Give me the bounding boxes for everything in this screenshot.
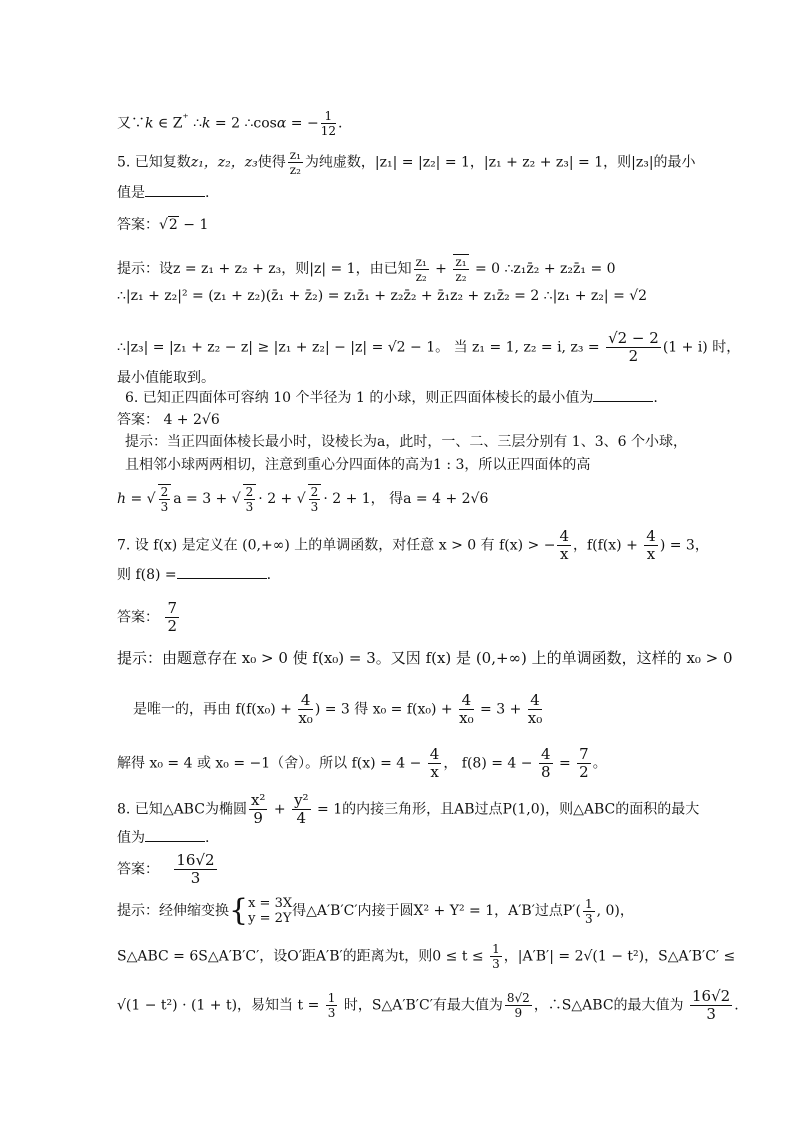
numerator: 2: [245, 485, 254, 499]
text: 5. 已知复数: [117, 154, 191, 171]
numerator: 4: [429, 745, 440, 763]
fraction: [308, 484, 322, 514]
answer-blank: [145, 829, 205, 842]
numerator: 8√2: [506, 991, 530, 1005]
answer-fraction: [174, 852, 216, 887]
text: ∴|z₁ + z₂|² = (z₁ + z₂)(z̄₁ + z̄₂) = z₁z̄₁ + z₂z̄₂ + z̄₁z₂ + z₁z̄₂ = 2 ∴|z₁ + z₂| = √2: [117, 288, 648, 304]
q5-hint-line3: [117, 330, 740, 365]
q6-hint-line1: [125, 432, 687, 452]
fraction: [298, 692, 312, 727]
text: 又∵: [117, 115, 145, 132]
system-eq-1: x = 3X: [248, 896, 293, 911]
fraction: [414, 255, 429, 284]
denominator: x: [646, 545, 656, 563]
text: (1 + i) 时，: [662, 339, 741, 356]
text: = 3 +: [475, 701, 526, 718]
fraction: [158, 484, 172, 514]
text: , 0)，: [596, 903, 634, 919]
denominator: 3: [190, 869, 201, 887]
denominator: 3: [160, 500, 169, 514]
fraction: [539, 746, 553, 781]
numerator: 7: [579, 745, 589, 763]
text: 是唯一的，再由 f(f(x₀) +: [133, 701, 297, 718]
text: +: [269, 801, 291, 818]
denominator: x₀: [527, 709, 543, 727]
denominator: 3: [310, 500, 319, 514]
q7-question-line2: [117, 565, 271, 585]
denominator: 4: [296, 809, 307, 827]
fraction: [606, 330, 661, 365]
denominator: x₀: [298, 709, 313, 727]
q8-hint-line1: 提示：经伸缩变换{ x = 3X y = 2Y 得△A′B′C′内接于圆X² + Y² = 1，A′B′过点P′( $\frac{1}{3}$ , 0)，: [117, 893, 634, 928]
numerator: 16√2: [692, 987, 731, 1005]
denominator: 9: [253, 809, 263, 827]
answer-blank: [593, 389, 653, 402]
q7-answer: [117, 600, 181, 635]
text: 6. 已知正四面体可容纳 10 个半径为 1 的小球，则正四面体棱长的最小值为: [125, 390, 594, 406]
fraction: [505, 991, 532, 1020]
denominator: 3: [492, 957, 500, 971]
text: ，f(f(x) +: [572, 537, 643, 554]
answer-fraction: [165, 600, 179, 635]
text: ∴|z₃| = |z₁ + z₂ − z| ≥ |z₁ + z₂| − |z| = √2 − 1。 当 z₁ = 1, z₂ = i, z₃ =: [117, 339, 605, 356]
text: 值为: [117, 830, 145, 846]
fraction-conjugate: [453, 254, 468, 284]
numerator: 2: [310, 485, 319, 499]
denominator: x₀: [459, 709, 474, 727]
text: − 1: [178, 217, 209, 233]
fraction: [428, 746, 442, 781]
text: · 2 +: [258, 491, 297, 507]
text: 使得: [257, 154, 286, 171]
text: ) = 3，: [659, 537, 709, 554]
numerator: z₁: [455, 255, 467, 269]
numerator: 4: [298, 692, 312, 710]
denominator: 2: [628, 347, 639, 365]
fraction: [459, 692, 473, 727]
fraction: [490, 942, 502, 971]
numerator: 4: [646, 527, 656, 545]
text: 则 f(8) =: [117, 567, 177, 583]
numerator: 1: [327, 991, 336, 1005]
q6-answer: [117, 410, 220, 430]
answer-blank: [145, 184, 205, 197]
q7-hint-line2: [133, 692, 544, 727]
denominator: z₂: [289, 163, 301, 177]
fraction: [583, 897, 595, 926]
numerator: 2: [160, 485, 169, 499]
numerator: 4: [459, 692, 473, 710]
text: 为纯虚数，|z₁| = |z₂| = 1，|z₁ + z₂ + z₃| = 1，则|z₃|的最小: [304, 154, 696, 171]
text: .: [653, 390, 658, 406]
denominator: 3: [327, 1006, 336, 1020]
q5-hint-line2: [117, 286, 647, 306]
text: .: [337, 115, 343, 132]
text: 。: [592, 755, 607, 772]
q5-question-line2: [117, 183, 209, 203]
q8-hint-line2: [117, 942, 735, 971]
answer-label: 答案：: [117, 412, 159, 428]
denominator: 9: [514, 1006, 523, 1020]
denominator: x: [430, 763, 439, 781]
numerator: 7: [167, 599, 177, 617]
text: 7. 设 f(x) 是定义在 (0,+∞) 上的单调函数，对任意 x > 0 有 f(x) > −: [117, 537, 556, 554]
denominator: 2: [167, 617, 177, 635]
numerator: z₁: [415, 254, 427, 269]
text: = 2 ∴cos: [210, 115, 277, 132]
q8-question-line2: [117, 828, 209, 848]
numerator: 1: [584, 896, 593, 911]
transform-system: [248, 896, 292, 926]
answer-label: 答案：: [117, 609, 159, 626]
text: =: [554, 755, 576, 772]
text: 提示：当正四面体棱长最小时，设棱长为a，此时，一、二、三层分别有 1、3、6 个小球，: [125, 434, 687, 450]
fraction: [288, 148, 303, 177]
text: ∈ Z: [153, 115, 183, 132]
text: 值是: [117, 185, 145, 201]
text: S△ABC = 6S△A′B′C′，设O′距A′B′的距离为t，则0 ≤ t ≤: [117, 948, 489, 965]
numerator: 1: [492, 942, 500, 956]
text: α: [276, 115, 287, 132]
fraction: [690, 988, 732, 1023]
text: 最小值能取到。: [117, 370, 215, 386]
q5-hint-line4: [117, 368, 215, 388]
denominator: 3: [245, 500, 254, 514]
q6-hint-line3: h = √ $\frac{2}{3}$ a = 3 + √ $\frac{2}{3}$ · 2 + √ $\frac{2}{3}$ · 2 + 1， 得a = 4 + 2√6: [117, 485, 489, 514]
denominator: 8: [540, 763, 551, 781]
text: .: [205, 830, 210, 846]
denominator: 3: [584, 911, 593, 926]
q6-hint-line2: [125, 455, 590, 475]
text: = 1的内接三角形，且AB过点P(1,0)，则△ABC的面积的最大: [312, 801, 700, 818]
numerator: z₁: [289, 148, 301, 162]
denominator: 3: [706, 1005, 716, 1023]
text: = −: [286, 115, 319, 132]
q8-hint-line3: [117, 988, 739, 1023]
denominator: z₂: [415, 269, 427, 284]
radicand: 2: [168, 217, 178, 233]
numerator: x²: [250, 791, 266, 809]
text: 得△A′B′C′内接于圆X² + Y² = 1，A′B′过点P′(: [292, 903, 581, 919]
denominator: 12: [320, 124, 336, 139]
text: 解得 x₀ = 4 或 x₀ = −1（舍）。所以 f(x) = 4 −: [117, 755, 426, 772]
text: k: [202, 115, 211, 132]
fraction: [644, 528, 658, 563]
numerator: √2 − 2: [608, 329, 659, 347]
numerator: 4: [540, 745, 551, 763]
text: +: [430, 261, 452, 277]
numerator: 1: [321, 109, 336, 124]
text: k: [145, 115, 154, 132]
text: .: [734, 997, 739, 1014]
text: 提示：由题意存在 x₀ > 0 使 f(x₀) = 3。又因 f(x) 是 (0,+∞) 上的单调函数，这样的 x₀ > 0: [117, 649, 733, 667]
text: = 0 ∴z₁z̄₂ + z₂z̄₁ = 0: [470, 261, 616, 277]
text: ∴: [188, 115, 202, 132]
text: ， f(8) = 4 −: [443, 755, 537, 772]
text: z₁，z₂，z₃: [190, 154, 258, 171]
fraction: [326, 991, 338, 1020]
text: √(1 − t²) · (1 + t)，易知当 t =: [117, 997, 324, 1014]
text: .: [205, 185, 210, 201]
text: 提示：设z = z₁ + z₂ + z₃，则|z| = 1，由已知: [117, 261, 412, 277]
numerator: 4: [559, 527, 569, 545]
q7-hint-line3: [117, 746, 607, 781]
fraction: [321, 109, 336, 138]
q7-hint-line1: [117, 648, 733, 668]
text: 提示：经伸缩变换: [117, 903, 229, 919]
q5-hint-line1: [117, 254, 616, 284]
q8-question-line1: [117, 792, 699, 827]
text: h =: [117, 491, 147, 507]
text: ) = 3 得 x₀ = f(x₀) +: [314, 701, 458, 718]
q5-answer: 答案：√2 − 1: [117, 217, 209, 233]
text: 8. 已知△ABC为椭圆: [117, 801, 247, 818]
numerator: 4: [528, 692, 542, 710]
text: ⁺: [182, 111, 189, 125]
text: a = 3 +: [173, 491, 232, 507]
denominator: x: [559, 545, 569, 563]
text: .: [266, 567, 272, 583]
top-line: [117, 108, 342, 138]
q6-question: [125, 388, 658, 408]
answer-blank: [177, 566, 267, 579]
answer-label: 答案：: [117, 861, 159, 878]
text: · 2 + 1， 得a = 4 + 2√6: [323, 491, 489, 507]
fraction: [243, 484, 257, 514]
numerator: y²: [294, 791, 309, 809]
denominator: 2: [579, 763, 589, 781]
system-eq-2: y = 2Y: [248, 911, 292, 926]
text: 且相邻小球两两相切，注意到重心分四面体的高为1 : 3，所以正四面体的高: [125, 457, 591, 473]
numerator: 16√2: [176, 851, 215, 869]
fraction: [528, 692, 542, 727]
fraction: [292, 792, 311, 827]
fraction: [577, 746, 591, 781]
text: ，|A′B′| = 2√(1 − t²)，S△A′B′C′ ≤: [503, 948, 736, 965]
q5-question-line1: [117, 148, 696, 177]
answer-value: 4 + 2√6: [163, 412, 220, 428]
text: ，∴S△ABC的最大值为: [533, 997, 688, 1014]
answer-label: 答案：: [117, 217, 159, 233]
fraction: [249, 792, 267, 827]
text: 时，S△A′B′C′有最大值为: [339, 997, 503, 1014]
fraction: [557, 528, 571, 563]
denominator: z₂: [455, 270, 467, 284]
q8-answer: [117, 852, 219, 887]
q7-question-line1: [117, 528, 709, 563]
